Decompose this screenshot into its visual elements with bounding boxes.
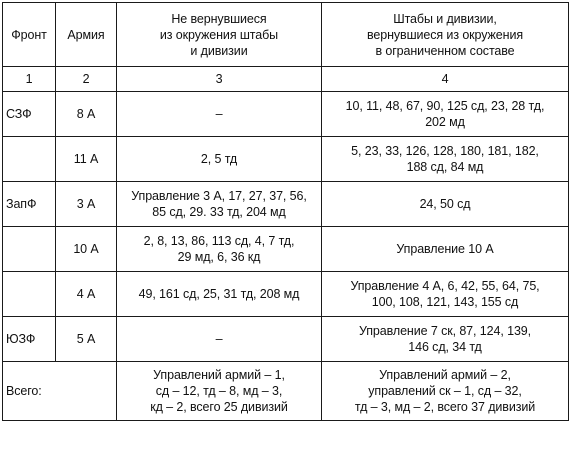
table-row	[3, 227, 569, 272]
front-cell: ЗапФ	[3, 182, 56, 227]
total-lost-cell: Управлений армий – 1, сд – 12, тд – 8, мд – 3, кд – 2, всего 25 дивизий	[117, 362, 322, 421]
returned-cell: 5, 23, 33, 126, 128, 180, 181, 182, 188 сд, 84 мд	[322, 137, 569, 182]
lost-cell: –	[117, 92, 322, 137]
returned-cell: 10, 11, 48, 67, 90, 125 сд, 23, 28 тд, 202 мд	[322, 92, 569, 137]
total-returned-cell: Управлений армий – 2, управлений ск – 1, сд – 32, тд – 3, мд – 2, всего 37 дивизий	[322, 362, 569, 421]
total-row	[3, 362, 569, 421]
table-row	[3, 317, 569, 362]
lost-cell: Управление 3 А, 17, 27, 37, 56, 85 сд, 29. 33 тд, 204 мд	[117, 182, 322, 227]
returned-cell: Управление 10 А	[322, 227, 569, 272]
front-cell	[3, 227, 56, 272]
header-returned: Штабы и дивизии, вернувшиеся из окружения в ограниченном составе	[322, 3, 569, 67]
header-row	[3, 3, 569, 67]
returned-cell: 24, 50 сд	[322, 182, 569, 227]
divisions-table	[2, 2, 569, 421]
front-cell	[3, 272, 56, 317]
lost-cell: 2, 8, 13, 86, 113 сд, 4, 7 тд, 29 мд, 6, 36 кд	[117, 227, 322, 272]
total-label: Всего:	[3, 362, 117, 421]
army-cell: 4 А	[56, 272, 117, 317]
front-cell	[3, 137, 56, 182]
table-row	[3, 137, 569, 182]
army-cell: 5 А	[56, 317, 117, 362]
lost-cell: 2, 5 тд	[117, 137, 322, 182]
army-cell: 8 А	[56, 92, 117, 137]
lost-cell: 49, 161 сд, 25, 31 тд, 208 мд	[117, 272, 322, 317]
army-cell: 11 А	[56, 137, 117, 182]
column-number: 4	[322, 67, 569, 92]
header-front: Фронт	[3, 3, 56, 67]
header-lost: Не вернувшиеся из окружения штабы и дивизии	[117, 3, 322, 67]
table-row	[3, 182, 569, 227]
army-cell: 10 А	[56, 227, 117, 272]
table-row	[3, 272, 569, 317]
header-army: Армия	[56, 3, 117, 67]
lost-cell: –	[117, 317, 322, 362]
column-number: 1	[3, 67, 56, 92]
column-number: 2	[56, 67, 117, 92]
column-number: 3	[117, 67, 322, 92]
front-cell: ЮЗФ	[3, 317, 56, 362]
returned-cell: Управление 4 А, 6, 42, 55, 64, 75, 100, 108, 121, 143, 155 сд	[322, 272, 569, 317]
table-row	[3, 92, 569, 137]
front-cell: СЗФ	[3, 92, 56, 137]
column-number-row	[3, 67, 569, 92]
returned-cell: Управление 7 ск, 87, 124, 139, 146 сд, 34 тд	[322, 317, 569, 362]
army-cell: 3 А	[56, 182, 117, 227]
